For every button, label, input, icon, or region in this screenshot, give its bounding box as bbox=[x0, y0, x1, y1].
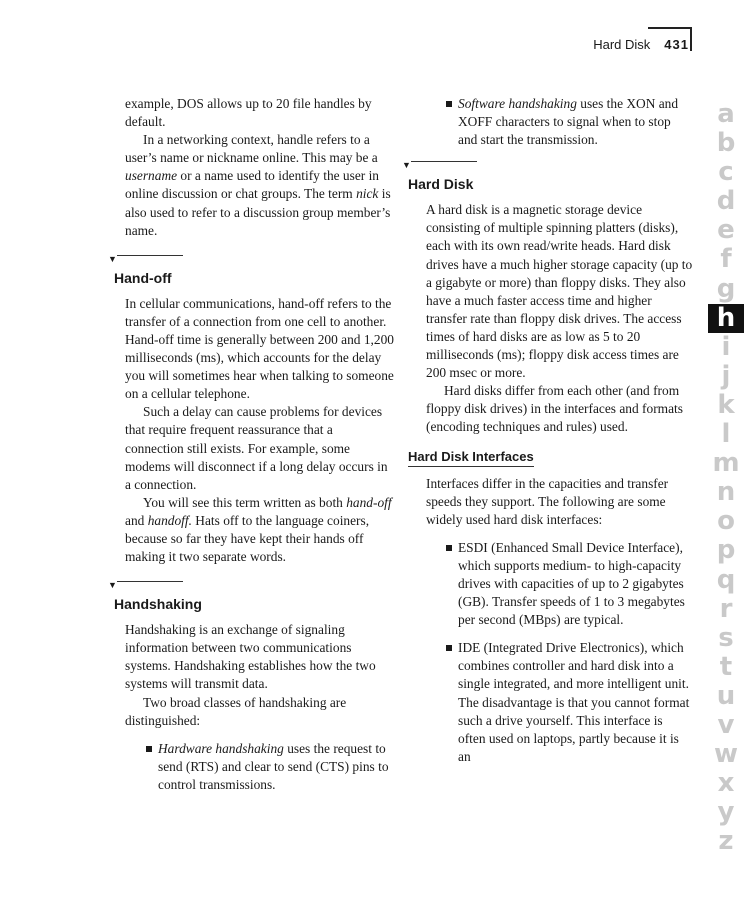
hand-off-text: Hats off to the language coiners, because so far they have kept their hands off making it two separate words. bbox=[125, 512, 370, 565]
term-handoff: handoff. bbox=[147, 512, 192, 528]
alphabet-tab-letter-u: u bbox=[716, 680, 736, 711]
alphabet-tab-letter-b: b bbox=[716, 128, 736, 159]
bullet-text: IDE (Integrated Drive Electronics), which combines controller and hard disk into a single integrated, and more intelligent unit. The disadvantage is that you cannot format such a drive yourself. This interface is often used on laptops, partly because it is an bbox=[458, 640, 690, 764]
interfaces-list bbox=[408, 539, 693, 766]
alphabet-tab-letter-c: c bbox=[718, 157, 734, 188]
list-item bbox=[408, 95, 693, 149]
alphabet-tab-letter-i: i bbox=[721, 331, 731, 362]
intro-paragraph-2 bbox=[125, 131, 394, 240]
list-item bbox=[114, 740, 394, 794]
hard-disk-paragraph-2: Hard disks differ from each other (and from floppy disk drives) in the interfaces and formats (encoding techniques and rules) used. bbox=[426, 383, 683, 435]
entry-marker bbox=[108, 579, 394, 591]
bullet-text: uses the request to send (RTS) and clear to send (CTS) pins to control transmissions. bbox=[158, 740, 389, 792]
alphabet-tab-letter-t: t bbox=[719, 651, 733, 682]
hand-off-paragraph-2: Such a delay can cause problems for devices that require frequent reassurance that a connection still exists. For example, some modems will disconnect if a long delay occurs in a connection. bbox=[125, 404, 388, 492]
alphabet-tab-letter-h: h bbox=[708, 304, 744, 333]
right-column bbox=[402, 95, 693, 776]
term-hand-off: hand-off bbox=[346, 494, 392, 510]
triangle-marker-icon: ▼ bbox=[108, 580, 117, 591]
entry-title-handshaking: Handshaking bbox=[114, 596, 202, 613]
header-rule bbox=[648, 27, 692, 29]
term-software-handshaking: Software handshaking bbox=[458, 96, 577, 111]
bullet-icon bbox=[446, 645, 452, 651]
bullet-text: ESDI (Enhanced Small Device Interface), which supports medium- to high-capacity drives with capacities of up to 2 gigabytes (GB). Transfer speeds of 1 to 3 megabytes per second (MBps) are typical. bbox=[458, 539, 685, 628]
bullet-icon bbox=[146, 746, 152, 752]
entry-marker bbox=[402, 159, 693, 171]
triangle-marker-icon: ▼ bbox=[402, 160, 411, 171]
intro-text: or a name used to identify the user in online discussion or chat groups. The term bbox=[125, 168, 379, 202]
alphabet-tab-letter-p: p bbox=[716, 535, 736, 566]
entry-marker bbox=[108, 253, 394, 264]
alphabet-tab-letter-s: s bbox=[718, 622, 734, 653]
alphabet-tab-letter-e: e bbox=[717, 215, 735, 246]
entry-title-hard-disk: Hard Disk bbox=[408, 176, 474, 193]
entry-hard-disk bbox=[402, 159, 693, 436]
running-head-section: Hard Disk bbox=[593, 37, 651, 52]
alphabet-tab-letter-g: g bbox=[716, 273, 736, 304]
alphabet-thumb-index bbox=[708, 100, 744, 856]
page-number: 431 bbox=[664, 37, 689, 52]
alphabet-tab-letter-d: d bbox=[716, 186, 736, 217]
subsection-title-hard-disk-interfaces: Hard Disk Interfaces bbox=[408, 449, 534, 467]
handshaking-list bbox=[114, 740, 394, 794]
bullet-text: uses the XON and XOFF characters to signal when to stop and start the transmission. bbox=[458, 96, 679, 148]
term-username: username bbox=[125, 168, 178, 184]
interfaces-paragraph-1: Interfaces differ in the capacities and transfer speeds they support. The following are some widely used hard disk interfaces: bbox=[426, 475, 669, 527]
hand-off-paragraph-3 bbox=[125, 494, 394, 566]
handshaking-paragraph-1: Handshaking is an exchange of signaling information between two communications systems. Handshaking establishes how the two systems will transmit data. bbox=[125, 622, 376, 692]
alphabet-tab-letter-r: r bbox=[719, 593, 733, 624]
alphabet-tab-letter-v: v bbox=[717, 709, 735, 740]
alphabet-tab-letter-k: k bbox=[717, 389, 735, 420]
section-hard-disk-interfaces bbox=[408, 437, 693, 766]
alphabet-tab-letter-q: q bbox=[716, 564, 736, 595]
left-column bbox=[108, 95, 394, 804]
intro-paragraph-1: example, DOS allows up to 20 file handles by default. bbox=[125, 96, 372, 130]
entry-title-hand-off: Hand-off bbox=[114, 269, 172, 286]
list-item bbox=[408, 539, 693, 629]
alphabet-tab-letter-j: j bbox=[721, 360, 731, 391]
alphabet-tab-letter-f: f bbox=[720, 244, 732, 275]
entry-handshaking bbox=[108, 579, 394, 794]
intro-text: In a networking context, handle refers to a user’s name or nickname online. This may be a bbox=[125, 132, 378, 166]
alphabet-tab-letter-m: m bbox=[712, 448, 740, 479]
intro-text: is also used to refer to a discussion group member’s name. bbox=[125, 186, 391, 238]
alphabet-tab-letter-y: y bbox=[717, 797, 735, 828]
running-head bbox=[593, 37, 689, 52]
alphabet-tab-letter-x: x bbox=[717, 768, 735, 799]
alphabet-tab-letter-a: a bbox=[717, 99, 735, 129]
hand-off-text: and bbox=[125, 512, 148, 528]
bullet-icon bbox=[446, 545, 452, 551]
alphabet-tab-letter-w: w bbox=[713, 739, 739, 770]
hand-off-paragraph-1: In cellular communications, hand-off refers to the transfer of a connection from one cell to another. Hand-off time is generally between 200 and 1,200 milliseconds (ms), which accounts for the delay you will sometimes hear when talking to someone on a cellular telephone. bbox=[125, 295, 394, 402]
term-hardware-handshaking: Hardware handshaking bbox=[158, 740, 284, 756]
software-handshaking-list bbox=[408, 95, 693, 149]
hand-off-text: You will see this term written as both bbox=[143, 494, 347, 510]
alphabet-tab-letter-l: l bbox=[721, 419, 731, 450]
alphabet-tab-letter-n: n bbox=[716, 477, 736, 508]
hard-disk-paragraph-1: A hard disk is a magnetic storage device consisting of multiple spinning platters (disks), each with its own read/write heads. Hard disk drives have a much higher storage capacity (up to a gigabyte or more) than floppy disks. They also have a much faster access time and higher transfer rate than floppy disk drives. The access times of hard disks are as low as 5 to 20 milliseconds (ms); floppy disk access times are 200 msec or more. bbox=[426, 202, 693, 381]
handshaking-paragraph-2: Two broad classes of handshaking are distinguished: bbox=[125, 694, 347, 728]
entry-hand-off bbox=[108, 253, 394, 566]
list-item bbox=[408, 639, 693, 766]
triangle-marker-icon: ▼ bbox=[108, 253, 117, 264]
alphabet-tab-letter-o: o bbox=[717, 506, 735, 537]
bullet-icon bbox=[446, 101, 452, 107]
header-vertical-rule bbox=[690, 27, 692, 51]
alphabet-tab-letter-z: z bbox=[718, 826, 734, 857]
term-nick: nick bbox=[356, 186, 379, 202]
